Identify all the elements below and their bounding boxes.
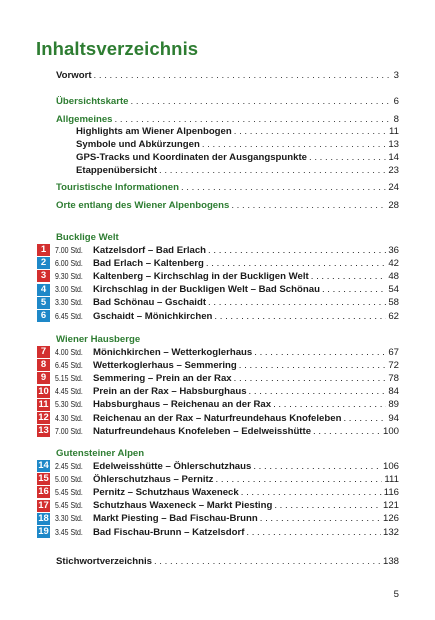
stage-row[interactable]	[37, 359, 399, 371]
stage-row[interactable]	[37, 346, 399, 358]
stage-label: Prein an der Rax – Habsburghaus	[93, 386, 247, 398]
stage-duration: 6.45 Std.	[55, 311, 83, 321]
stage-label: Markt Piesting – Bad Fischau-Brunn	[93, 513, 258, 525]
stage-row[interactable]	[37, 372, 399, 384]
stage-label: Bad Schönau – Gschaidt	[93, 297, 207, 309]
leader-dots	[246, 527, 381, 538]
stage-number-badge: 6	[37, 310, 50, 322]
stage-duration: 7.00 Std.	[55, 426, 83, 436]
stage-page: 72	[388, 359, 399, 371]
toc-entry-allgemeines[interactable]	[56, 114, 399, 126]
leader-dots	[214, 311, 386, 322]
stage-duration: 5.45 Std.	[55, 501, 83, 511]
leader-dots	[309, 152, 386, 164]
leader-dots	[241, 487, 382, 498]
leader-dots	[274, 500, 381, 511]
stage-number-badge: 3	[37, 270, 50, 282]
stage-duration: 3.45 Std.	[55, 527, 83, 537]
leader-dots	[249, 386, 387, 397]
stage-row[interactable]	[37, 513, 399, 525]
stage-number-badge: 1	[37, 244, 50, 256]
stage-number-badge: 13	[38, 425, 49, 437]
entry-label: Vorwort	[56, 70, 92, 81]
stage-label: Reichenau an der Rax – Naturfreundehaus Knofeleben	[93, 412, 342, 424]
stage-row[interactable]	[37, 257, 399, 269]
stage-number-badge: 15	[38, 473, 49, 485]
stage-number-badge: 2	[37, 257, 50, 269]
stage-number-badge: 10	[38, 385, 49, 397]
stage-label: Öhlerschutzhaus – Pernitz	[93, 473, 214, 485]
leader-dots	[253, 461, 381, 472]
entry-label: Allgemeines	[56, 114, 113, 125]
toc-subentry[interactable]	[76, 152, 399, 164]
stage-label: Bad Erlach – Kaltenberg	[93, 257, 204, 269]
stage-page: 78	[388, 372, 399, 384]
leader-dots	[159, 165, 386, 177]
entry-label: Orte entlang des Wiener Alpenbogens	[56, 200, 230, 211]
stage-page: 106	[382, 460, 399, 472]
leader-dots	[343, 413, 386, 424]
leader-dots	[215, 474, 382, 485]
entry-page: 13	[388, 139, 399, 150]
entry-label: Symbole und Abkürzungen	[76, 139, 200, 150]
stage-page: 94	[388, 412, 399, 424]
stage-number-badge: 16	[38, 486, 49, 498]
stage-label: Kaltenberg – Kirchschlag in der Buckligen Welt	[93, 270, 309, 282]
stage-duration: 6.45 Std.	[55, 360, 83, 370]
stage-page: 126	[382, 513, 399, 525]
stage-duration: 3.30 Std.	[55, 514, 83, 524]
stage-page: 42	[388, 257, 399, 269]
leader-dots	[181, 182, 386, 194]
toc-entry-uebersichtskarte[interactable]	[56, 96, 399, 108]
toc-subentry[interactable]	[76, 126, 399, 138]
stage-row[interactable]	[37, 500, 399, 512]
stage-label: Pernitz – Schutzhaus Waxeneck	[93, 486, 239, 498]
stage-page: 89	[388, 399, 399, 411]
entry-label: Übersichtskarte	[56, 96, 129, 107]
leader-dots	[131, 96, 392, 108]
stage-duration: 5.45 Std.	[55, 487, 83, 497]
entry-label: Highlights am Wiener Alpenbogen	[76, 126, 232, 137]
leader-dots	[154, 556, 381, 568]
leader-dots	[254, 347, 386, 358]
stage-page: 58	[388, 297, 399, 309]
stage-page: 116	[383, 486, 399, 498]
stage-number-badge: 7	[37, 346, 50, 358]
stage-page: 48	[388, 270, 399, 282]
stage-row[interactable]	[37, 284, 399, 296]
stage-duration: 4.30 Std.	[55, 413, 83, 423]
stage-duration: 5.00 Std.	[55, 474, 83, 484]
section-heading: Wiener Hausberge	[56, 334, 141, 345]
toc-entry-orte[interactable]	[56, 200, 399, 212]
entry-page: 23	[388, 165, 399, 176]
stage-row[interactable]	[37, 386, 399, 398]
stage-page: 84	[388, 386, 399, 398]
stage-page: 62	[388, 310, 399, 322]
entry-label: Etappenübersicht	[76, 165, 158, 176]
leader-dots	[206, 258, 386, 269]
stage-duration: 6.00 Std.	[55, 258, 83, 268]
stage-row[interactable]	[37, 297, 399, 309]
entry-page: 14	[388, 152, 399, 163]
stage-page: 132	[382, 526, 399, 538]
toc-entry-stichwortverzeichnis[interactable]	[56, 556, 399, 568]
stage-row[interactable]	[37, 486, 399, 498]
leader-dots	[202, 139, 386, 151]
stage-number-badge: 14	[38, 460, 49, 471]
stage-duration: 9.30 Std.	[55, 271, 83, 281]
entry-label: Stichwortverzeichnis	[56, 556, 152, 567]
page-number: 5	[393, 589, 399, 600]
section-heading: Gutensteiner Alpen	[56, 448, 145, 459]
stage-duration: 5.15 Std.	[55, 373, 83, 383]
leader-dots	[208, 245, 386, 256]
entry-page: 138	[382, 556, 399, 567]
leader-dots	[234, 126, 387, 138]
stage-label: Wetterkoglerhaus – Semmering	[93, 359, 237, 371]
stage-number-badge: 8	[37, 359, 50, 371]
stage-row[interactable]	[37, 473, 399, 485]
stage-page: 67	[388, 346, 399, 358]
stage-row[interactable]	[37, 244, 399, 256]
stage-label: Edelweisshütte – Öhlerschutzhaus	[93, 460, 252, 472]
toc-entry-vorwort[interactable]	[56, 70, 399, 82]
leader-dots	[94, 70, 392, 82]
entry-label: GPS-Tracks und Koordinaten der Ausgangspunkte	[76, 152, 307, 163]
section-heading: Bucklige Welt	[56, 232, 119, 243]
stage-duration: 2.45 Std.	[55, 461, 83, 471]
stage-number-badge: 12	[38, 412, 49, 423]
stage-duration: 3.30 Std.	[55, 298, 83, 308]
entry-page: 11	[389, 126, 399, 137]
entry-page: 24	[388, 182, 399, 193]
stage-number-badge: 17	[38, 499, 49, 511]
stage-label: Kirchschlag in der Buckligen Welt – Bad Schönau	[93, 284, 320, 296]
leader-dots	[313, 426, 381, 437]
stage-label: Semmering – Prein an der Rax	[93, 372, 232, 384]
page-title: Inhaltsverzeichnis	[36, 38, 199, 59]
stage-duration: 5.30 Std.	[55, 400, 83, 410]
stage-page: 36	[388, 244, 399, 256]
stage-duration: 4.45 Std.	[55, 387, 83, 397]
stage-row[interactable]	[37, 399, 399, 411]
leader-dots	[234, 373, 387, 384]
stage-page: 121	[382, 500, 399, 512]
entry-page: 28	[388, 200, 399, 211]
stage-row[interactable]	[37, 425, 399, 437]
stage-label: Naturfreundehaus Knofeleben – Edelweisshütte	[93, 425, 312, 437]
stage-number-badge: 18	[38, 512, 49, 524]
stage-duration: 7.00 Std.	[55, 245, 83, 255]
stage-number-badge: 19	[38, 526, 49, 537]
leader-dots	[311, 271, 387, 282]
stage-page: 100	[382, 425, 399, 437]
stage-row[interactable]	[37, 310, 399, 322]
entry-page: 8	[393, 114, 399, 125]
toc-entry-touristische-informationen[interactable]	[56, 182, 399, 194]
leader-dots	[273, 399, 386, 410]
leader-dots	[231, 200, 386, 212]
stage-row[interactable]	[37, 270, 399, 282]
stage-label: Schutzhaus Waxeneck – Markt Piesting	[93, 500, 273, 512]
stage-row[interactable]	[37, 412, 399, 424]
entry-page: 6	[393, 96, 399, 107]
stage-number-badge: 9	[37, 372, 50, 384]
stage-number-badge: 5	[37, 297, 50, 309]
leader-dots	[260, 513, 381, 524]
stage-number-badge: 4	[37, 284, 50, 296]
leader-dots	[115, 114, 392, 126]
stage-row[interactable]	[37, 460, 399, 472]
leader-dots	[322, 284, 386, 295]
entry-page: 3	[393, 70, 399, 81]
stage-row[interactable]	[37, 526, 399, 538]
stage-page: 111	[384, 473, 399, 485]
stage-page: 54	[388, 284, 399, 296]
stage-duration: 4.00 Std.	[55, 347, 83, 357]
stage-label: Mönichkirchen – Wetterkoglerhaus	[93, 346, 253, 358]
leader-dots	[239, 360, 387, 371]
stage-label: Bad Fischau-Brunn – Katzelsdorf	[93, 526, 245, 538]
toc-subentry[interactable]	[76, 139, 399, 151]
stage-label: Habsburghaus – Reichenau an der Rax	[93, 399, 272, 411]
stage-label: Katzelsdorf – Bad Erlach	[93, 244, 207, 256]
stage-number-badge: 11	[38, 398, 49, 410]
entry-label: Touristische Informationen	[56, 182, 179, 193]
stage-label: Gschaidt – Mönichkirchen	[93, 310, 213, 322]
leader-dots	[208, 297, 386, 308]
stage-duration: 3.00 Std.	[55, 285, 83, 295]
toc-subentry[interactable]	[76, 165, 399, 177]
